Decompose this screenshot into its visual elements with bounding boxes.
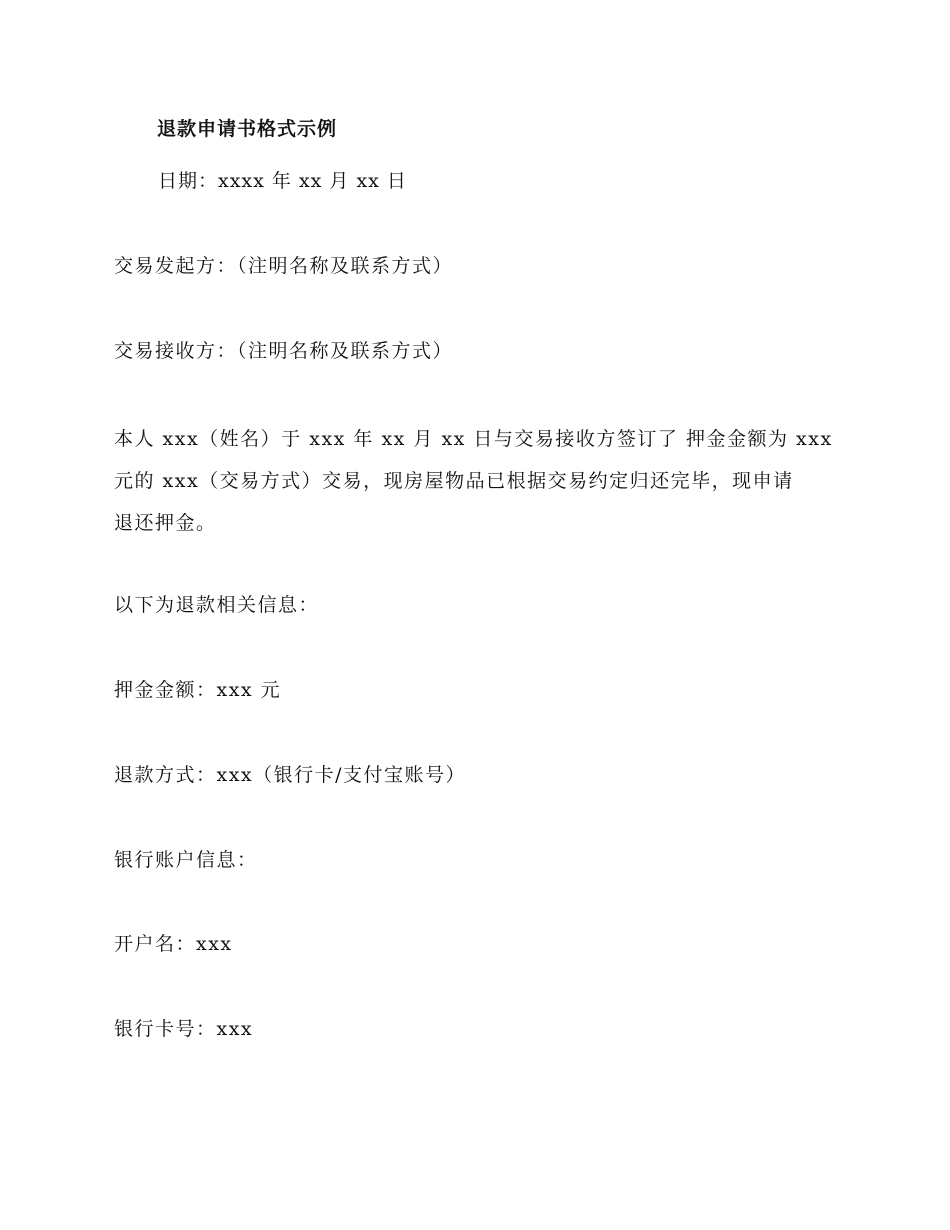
refund-info-heading: 以下为退款相关信息： xyxy=(114,594,320,616)
card-number-line: 银行卡号：xxx xyxy=(114,1018,254,1040)
statement-paragraph xyxy=(114,418,833,544)
receiver-line: 交易接收方：（注明名称及联系方式） xyxy=(114,340,454,362)
statement-line-1: 本人 xxx（姓名）于 xxx 年 xx 月 xx 日与交易接收方签订了 押金金额为 xxx xyxy=(114,428,833,450)
initiator-line: 交易发起方：（注明名称及联系方式） xyxy=(114,255,454,277)
statement-line-2: 元的 xxx（交易方式）交易，现房屋物品已根据交易约定归还完毕，现申请 xyxy=(114,470,794,492)
document-date: 日期：xxxx 年 xx 月 xx 日 xyxy=(158,170,407,192)
bank-info-heading: 银行账户信息： xyxy=(114,849,258,871)
refund-method-line: 退款方式：xxx（银行卡/支付宝账号） xyxy=(114,764,467,786)
document-title: 退款申请书格式示例 xyxy=(157,118,338,140)
deposit-amount-line: 押金金额：xxx 元 xyxy=(114,679,282,701)
statement-line-3: 退还押金。 xyxy=(114,512,217,534)
account-name-line: 开户名：xxx xyxy=(114,933,233,955)
